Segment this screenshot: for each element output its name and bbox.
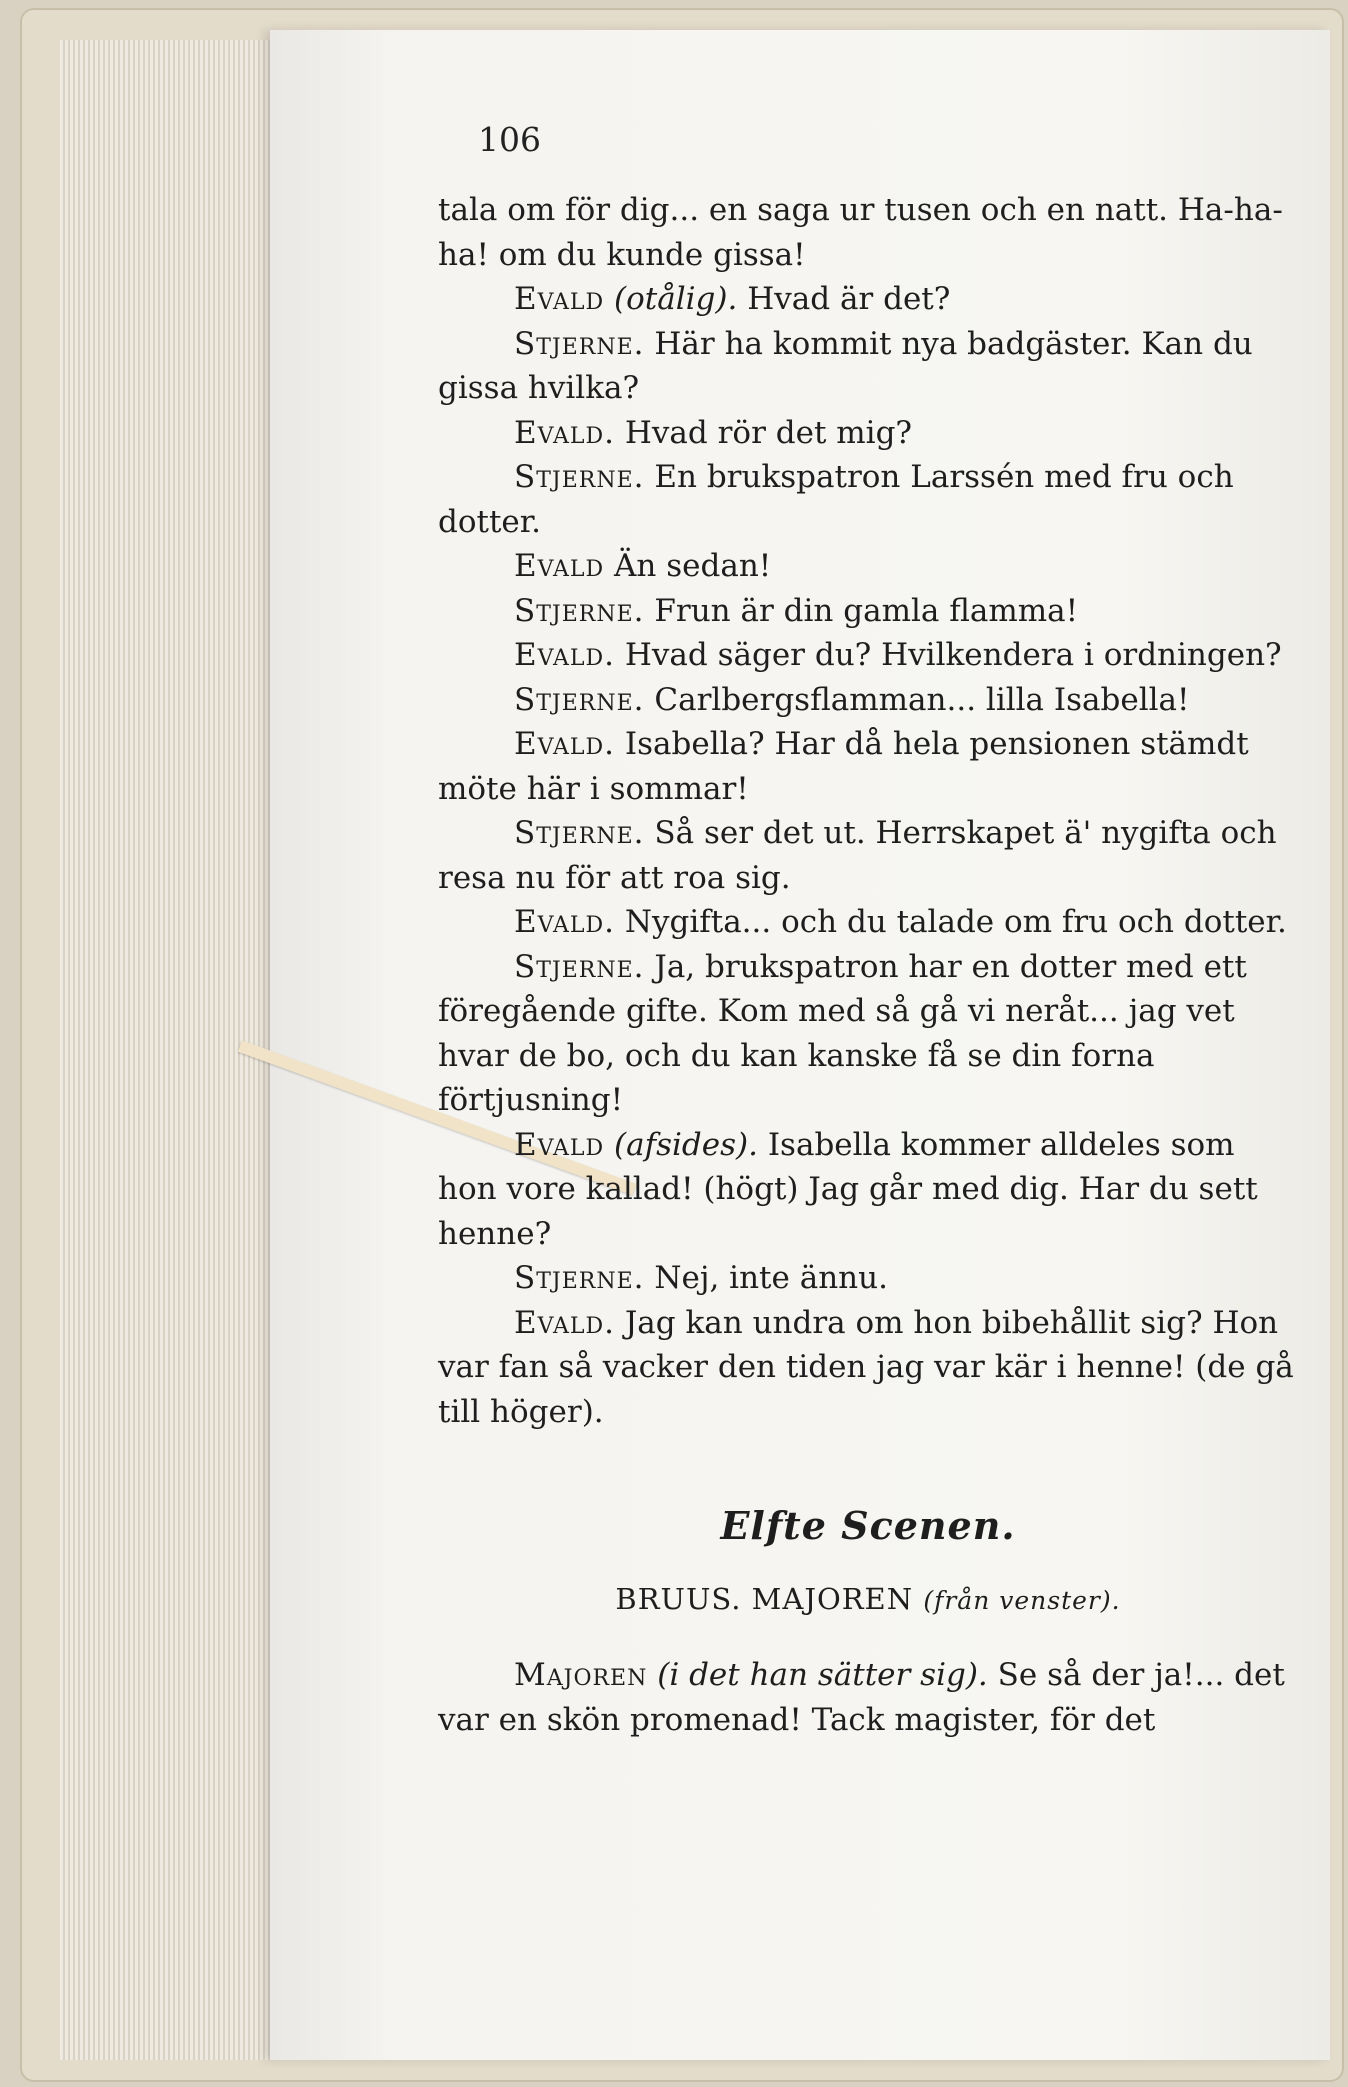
stage-direction: (i det han sätter sig). bbox=[657, 1657, 988, 1693]
dialogue-text: Hvad är det? bbox=[747, 281, 951, 317]
speaker-name: Stjerne. bbox=[514, 681, 645, 718]
dialogue-line bbox=[438, 1256, 1298, 1301]
dialogue-line bbox=[438, 1653, 1298, 1742]
dialogue-text: Nej, inte ännu. bbox=[654, 1260, 888, 1296]
dialogue-line bbox=[438, 455, 1298, 544]
speaker-name: Stjerne. bbox=[514, 1260, 645, 1296]
dialogue-text: Nygifta... och du talade om fru och dotter. bbox=[624, 904, 1287, 940]
stage-direction: (afsides). bbox=[614, 1126, 758, 1163]
speaker-name: Evald bbox=[514, 1126, 605, 1163]
dialogue-line bbox=[438, 411, 1298, 456]
dialogue-line bbox=[438, 945, 1298, 1123]
dialogue-line bbox=[438, 277, 1298, 322]
dialogue-text: Så ser det ut. Herrskapet ä' nygifta och resa nu för att roa sig. bbox=[438, 815, 1277, 896]
dialogue-text: Hvad rör det mig? bbox=[624, 414, 913, 451]
dialogue-text: Här ha kommit nya badgäster. Kan du gissa hvilka? bbox=[438, 325, 1253, 406]
dialogue-line bbox=[438, 322, 1298, 411]
speaker-name: Evald. bbox=[514, 904, 616, 940]
speaker-name: Evald bbox=[514, 548, 605, 584]
page-text bbox=[438, 188, 1298, 1742]
speaker-name: Evald. bbox=[514, 637, 616, 673]
dialogue-text: Carlbergsflamman... lilla Isabella! bbox=[654, 681, 1190, 718]
scene-title: Elfte Scenen. bbox=[720, 1503, 1016, 1548]
dialogue-line bbox=[438, 1123, 1298, 1257]
dialogue-text: Än sedan! bbox=[614, 548, 772, 584]
opening-paragraph: tala om för dig... en saga ur tusen och en natt. Ha-ha-ha! om du kunde gissa! bbox=[438, 192, 1283, 273]
speaker-name: Evald. bbox=[514, 1304, 616, 1341]
cast-direction: (från venster). bbox=[923, 1585, 1121, 1615]
dialogue-line bbox=[438, 811, 1298, 900]
speaker-name: Stjerne. bbox=[514, 459, 645, 495]
dialogue-text: Isabella? Har då hela pensionen stämdt möte här i sommar! bbox=[438, 726, 1249, 807]
speaker-name: Evald. bbox=[514, 726, 616, 762]
dialogue-line bbox=[438, 544, 1298, 589]
dialogue-text: Hvad säger du? Hvilkendera i ordningen? bbox=[624, 637, 1282, 673]
dialogue-line bbox=[438, 633, 1298, 678]
speaker-name: Stjerne. bbox=[514, 948, 645, 985]
speaker-name: Evald. bbox=[514, 414, 616, 451]
page-number: 106 bbox=[478, 120, 541, 159]
stage-direction: (otålig). bbox=[614, 281, 738, 317]
dialogue-line bbox=[438, 1301, 1298, 1435]
dialogue-text: Jag kan undra om hon bibehållit sig? Hon var fan så vacker den tiden jag var kär i henne! (de gå till höger). bbox=[438, 1304, 1294, 1430]
dialogue-text: Frun är din gamla flamma! bbox=[654, 592, 1079, 629]
dialogue-text: Se så der ja!... det var en skön promenad! Tack magister, för det bbox=[438, 1657, 1285, 1738]
speaker-name: Majoren bbox=[514, 1657, 648, 1693]
dialogue-text: Isabella kommer alldeles som hon vore kallad! (högt) Jag går med dig. Har du sett henne? bbox=[438, 1126, 1258, 1252]
speaker-name: Stjerne. bbox=[514, 592, 645, 629]
dialogue-line bbox=[438, 589, 1298, 634]
cast-list bbox=[438, 1577, 1298, 1624]
speaker-name: Stjerne. bbox=[514, 325, 645, 362]
dialogue-line bbox=[438, 722, 1298, 811]
cast-names: BRUUS. MAJOREN bbox=[615, 1581, 914, 1616]
dialogue-text: Ja, brukspatron har en dotter med ett föregående gifte. Kom med så gå vi neråt... jag vet hvar de bo, och du kan kanske få se din forna förtjusning! bbox=[438, 948, 1247, 1118]
dialogue-line bbox=[438, 900, 1298, 945]
speaker-name: Stjerne. bbox=[514, 815, 645, 851]
speaker-name: Evald bbox=[514, 281, 605, 317]
dialogue-line bbox=[438, 678, 1298, 723]
dialogue-text: En brukspatron Larssén med fru och dotter. bbox=[438, 459, 1234, 540]
